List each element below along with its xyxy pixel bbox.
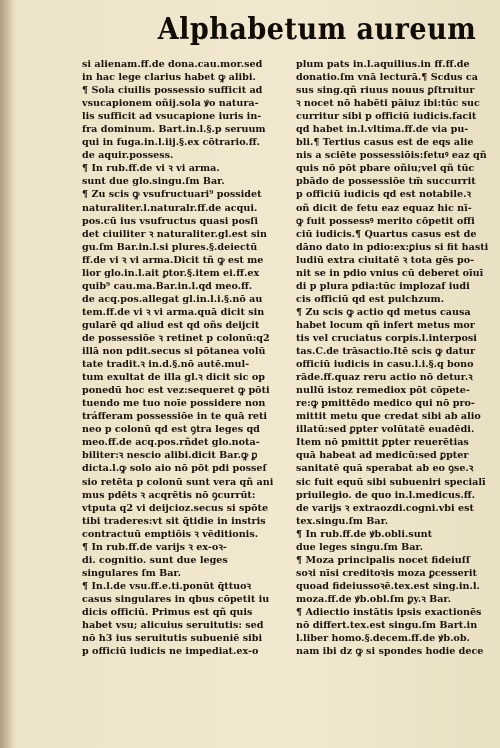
- text-line: ¶ Adiectio instātis ipsis exactionēs: [296, 606, 482, 618]
- text-line: meo.ff.de acq.pos.rñdet glo.nota-: [82, 437, 260, 449]
- text-line: ¶ In.l.de vsu.ff.e.ti.ponūt q̄ttuoꝛ: [82, 580, 252, 592]
- text-line: fra dominum. Bart.in.l.§.p seruum: [82, 124, 266, 136]
- text-line: nō h3 ius seruitutis subueniē sibi: [82, 633, 263, 645]
- text-line: dicta.l.ꝙ solo aio nō pōt pdi posseſ: [82, 463, 267, 475]
- text-line: nis a sciēte possessiōis:fetuꝰ eaz qñ: [296, 150, 487, 162]
- text-line: ¶ In rub.ff.de ꝟb.obli.sunt: [296, 528, 433, 540]
- text-line: vsucapionem oñij.sola ꝟo natura-: [82, 98, 259, 110]
- text-line: ¶ Sola ciuilis possessio sufficit ad: [82, 85, 263, 97]
- text-line: de possessiōe ꝛ retinet p colonū:q2: [82, 332, 270, 344]
- text-line: sic fuit equū sibi subueniri specialī: [296, 476, 486, 488]
- text-line: tum exultat de illa gl.ꝛ dicit sic op: [82, 372, 265, 384]
- text-line: plum pats in.l.aquilius.in ff.ff.de: [296, 59, 470, 70]
- text-line: contractuū emptiōis ꝛ vēditionis.: [82, 528, 259, 540]
- text-line: sus sing.qñ riuus nouus ꝑſtruitur: [296, 85, 475, 97]
- page-edge-shadow: [0, 0, 14, 748]
- text-line: ¶ In rub.ff.de vi ꝛ vi arma.: [82, 163, 220, 175]
- page-title: Alphabetum aureum: [157, 12, 477, 47]
- text-line: mittit metu que credat sibi ab alio: [296, 411, 481, 423]
- text-line: ꝛ nocet nō habēti pāiuz ibi:tūc suc: [296, 98, 480, 110]
- text-line: ¶ Moza principalis nocet fideiuſſ: [296, 554, 471, 566]
- text-line: oñ dicit de fetu eaz equaz hic nī-: [296, 202, 472, 214]
- text-line: pos.cū ius vsufructus quasi posſi: [82, 215, 259, 227]
- text-line: soꝛi nīsi creditoꝛis moza ꝑcesserit: [296, 567, 477, 579]
- text-line: pbādo de possessiōe tm̄ succurrit: [296, 176, 476, 188]
- text-line: p officiū iudicis qd est notabile.ꝛ: [296, 189, 472, 201]
- text-line: officiū iudicis in casu.l.i.§.q bono: [296, 359, 474, 371]
- text-line: nō differt.tex.est singu.ſm Bart.in: [296, 620, 478, 632]
- text-line: tráfferam possessiōe in te quā reti: [82, 411, 268, 423]
- text-line: nam ibi dz ꝙ si spondes hodie dece: [296, 646, 484, 658]
- text-line: ff.de vi ꝛ vi arma.Dicit tñ ꝙ est me: [82, 254, 264, 266]
- text-line: lis sufficit ad vsucapione iuris in-: [82, 111, 262, 123]
- text-line: singulares ſm Bar.: [82, 567, 181, 579]
- text-line: de aquir.possess.: [82, 150, 174, 162]
- text-line: ¶ In rub.ff.de varijs ꝛ ex-oꝛ-: [82, 541, 227, 553]
- text-line: nit se in pdio vnius cū deberet oīuī: [296, 267, 484, 279]
- text-column-right: [296, 58, 492, 658]
- text-line: qd habet in.l.vltima.ff.de via pu-: [296, 124, 469, 136]
- text-line: donatio.ſm vnā lecturā.¶ Scdus ca: [296, 72, 478, 84]
- text-line: biliter:ꝛ nescio alibi.dicit Bar.ꝙ ꝑ: [82, 450, 258, 462]
- text-line: moza.ff.de ꝟb.obl.ſm ꝑy.ꝛ Bar.: [296, 593, 451, 605]
- text-line: si alienam.ff.de dona.cau.mor.sed: [82, 59, 263, 70]
- text-line: di p plura pdia:tūc implozaf iudi: [296, 280, 470, 292]
- text-line: re:ꝙ pmittēdo medico qui nō pro-: [296, 398, 475, 410]
- text-line: sio retēta p colonū sunt vera qñ ani: [82, 476, 274, 488]
- text-column-left: [82, 58, 285, 658]
- text-line: ꝙ fuit possessꝰ merito cōpetit offi: [296, 215, 475, 227]
- text-line: tibi traderes:vt sit q̄tidie in instris: [82, 515, 266, 527]
- text-line: bli.¶ Tertius casus est de eqs alie: [296, 137, 474, 149]
- text-line: tem.ff.de vi ꝛ vi arma.quā dicit sin: [82, 306, 265, 318]
- text-line: ¶ Zu scis ꝙ actio qd metus causa: [296, 306, 471, 318]
- text-line: gularē qd aliud est qd oñs deijcit: [82, 319, 260, 331]
- text-line: sunt due glo.singu.ſm Bar.: [82, 176, 225, 188]
- text-line: mus pdēts ꝛ acqrētis nō ꝯcurrūt:: [82, 489, 256, 501]
- text-line: curritur sibi p officiū iudicis.facit: [296, 111, 477, 123]
- text-line: quā habeat ad medicū:sed ꝑpter: [296, 450, 469, 462]
- text-line: qui in fuga.in.l.iij.§.ex cōtrario.ff.: [82, 137, 260, 149]
- text-line: dāno dato in pdio:ex:ꝑius si fit hasti: [296, 241, 489, 253]
- text-line: naturaliter.l.naturalr.ff.de acqui.: [82, 202, 258, 214]
- text-line: habet vsu; alicuius seruitutis: sed: [82, 620, 264, 632]
- text-line: in hac lege clarius habet ꝙ alibi.: [82, 72, 256, 84]
- text-line: l.liber homo.§.decem.ff.de ꝟb.ob.: [296, 633, 470, 645]
- text-line: habet locum qñ infert metus mor: [296, 319, 475, 331]
- text-line: di. cognitio. sunt due leges: [82, 554, 228, 566]
- text-line: de varijs ꝛ extraozdi.cogni.vbi est: [296, 502, 474, 514]
- text-line: tex.singu.ſm Bar.: [296, 515, 389, 527]
- text-line: ¶ Zu scis ꝙ vsufructuari⁹ possidet: [82, 189, 262, 201]
- text-line: dicis officiū. Primus est qñ quis: [82, 606, 253, 618]
- text-line: quib⁹ cau.ma.Bar.in.l.qd meo.ff.: [82, 280, 253, 292]
- text-line: illā non pdit.secus si pōtanea volū: [82, 346, 266, 358]
- text-line: tis vel cruciatus corpis.l.interposi: [296, 332, 477, 344]
- text-line: tate tradit.ꝛ in.d.§.nō autē.mul-: [82, 359, 250, 371]
- text-line: ludiū extra ciuitatē ꝛ tota gēs po-: [296, 254, 475, 266]
- text-line: illatū:sed ꝑpter volūtatē euadēdi.: [296, 424, 475, 436]
- text-line: de acq.pos.allegat gl.in.l.i.§.nō au: [82, 293, 263, 305]
- text-line: tas.C.de trāsactio.Itē scis ꝙ datur: [296, 346, 476, 358]
- text-line: p officiū iudicis ne impediat.ex-o: [82, 646, 259, 658]
- text-line: ponedū hoc est vez:sequeret ꝙ pōti: [82, 385, 270, 397]
- text-line: Item nō pmittit ꝑpter reuerētias: [296, 437, 469, 449]
- text-line: gu.ſm Bar.in.l.si plures.§.deiectū: [82, 241, 258, 253]
- text-line: due leges singu.ſm Bar.: [296, 541, 423, 553]
- text-line: cis officiū qd est pulchzum.: [296, 293, 445, 305]
- text-line: neo p colonū qd est ꝯtra leges qd: [82, 424, 260, 436]
- text-line: sanitatē quā sperabat ab eo ꝯse.ꝛ: [296, 463, 474, 475]
- text-line: det ciuiliter ꝛ naturaliter.gl.est sin: [82, 228, 267, 240]
- text-line: casus singulares in qbus cōpetit iu: [82, 593, 270, 605]
- text-line: quis nō pōt pbare oñiu;vel qñ tūc: [296, 163, 475, 175]
- text-line: quoad fideiussoꝛē.tex.est sing.in.l.: [296, 580, 480, 592]
- text-line: nullū istoz remediox pōt cōpete-: [296, 385, 470, 397]
- text-line: rāde.ff.quaz reru actio nō detur.ꝛ: [296, 372, 473, 384]
- text-line: vtputa q2 vi deijcioz.secus si spōte: [82, 502, 269, 514]
- text-line: lior glo.in.l.ait ꝑtor.§.item ei.ff.ex: [82, 267, 260, 279]
- text-line: tuendo me tuo noīe possidere non: [82, 398, 266, 410]
- text-line: priuilegio. de quo in.l.medicus.ff.: [296, 489, 475, 501]
- text-line: ciū iudicis.¶ Quartus casus est de: [296, 228, 477, 240]
